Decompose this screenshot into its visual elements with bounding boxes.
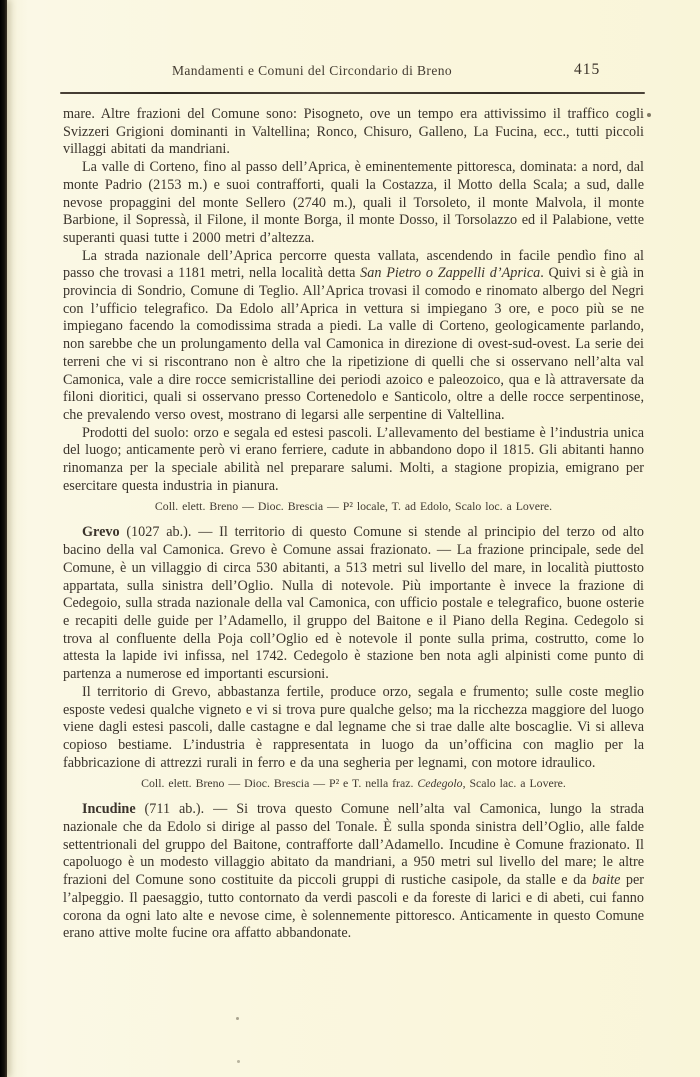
body-paragraph [63, 684, 644, 773]
body-paragraph [63, 801, 644, 943]
text-run: Il territorio di Grevo, abbastanza fertile, produce orzo, segala e frumento; sulle coste meglio esposte vedesi qualche vigneto e vi si trova pure qualche gelso; ma la ricchezza maggiore del luogo viene dagli estesi pascoli, dalle castagne e dal legname che si trae dalle alte boscaglie. Vi si alleva copioso bestiame. L’industria è rappresentata in luogo da un’officina con maglio per la fabbricazione di attrezzi rurali in ferro e da una segheria per legnami, con motore idraulico. [63, 683, 644, 771]
page-body [63, 106, 644, 943]
scan-speck [237, 1060, 240, 1063]
text-run: , Scalo lac. a Lovere. [462, 776, 566, 791]
electoral-note [63, 499, 644, 513]
header-rule [60, 92, 645, 94]
text-run: baite [592, 872, 621, 889]
body-paragraph [63, 106, 644, 159]
text-run: . Quivi si è già in provincia di Sondrio, Comune di Teglio. All’Aprica trovasi il comodo e rinomato albergo del Negri con l’ufficio telegrafico. Da Edolo all’Aprica in vettura si impiegano 3 ore, e poco più se ne impiegano facendo la comodissima strada a piedi. La valle di Corteno, geologicamente parlando, non sarebbe che un prolungamento della val Camonica in direzione di ovest-sud-ovest. La serie dei terreni che vi si riscontrano non è altro che la ripetizione di quelli che si osservano nell’alta val Camonica, vale a dire rocce semicristalline dei periodi azoico e paleozoico, qua e là attraversate da filoni dioritici, quali si osservano presso Cortenedolo e Santicolo, oltre a delle rocce serpentinose, che prevalendo verso ovest, mostrano di legarsi alle serpentine di Valtellina. [63, 265, 644, 423]
text-run: Cedegolo [417, 776, 463, 791]
page-number: 415 [574, 61, 601, 78]
text-run: Coll. elett. Breno — Dioc. Brescia — P² e T. nella fraz. [141, 776, 418, 791]
text-run: (711 ab.). — Si trova questo Comune nell’alta val Camonica, lungo la strada nazionale che da Edolo si dirige al passo del Tonale. È sulla sponda sinistra dell’Oglio, alle falde settentrionali del gruppo del Baitone, contrafforte dall’Adamello. Incudine è Comune frazionato. Il capoluogo è un modesto villaggio abitato da mandriani, a 950 metri sul livello del mare; le altre frazioni del Comune sono costituite da piccoli gruppi di rustiche casipole, da stalle e da [63, 801, 644, 889]
scan-speck [236, 1017, 239, 1020]
scan-speck [647, 113, 651, 117]
text-run: Grevo [82, 524, 120, 541]
text-run: (1027 ab.). — Il territorio di questo Comune si stende al principio del terzo od alto bacino della val Camonica. Grevo è Comune assai frazionato. — La frazione principale, sede del Comune, è un villaggio di circa 530 abitanti, a 513 metri sul livello del mare, in località piuttosto appartata, sulla sinistra dell’Oglio. Nulla di notevole. Più importante è invece la frazione di Cedegoio, sulla strada nazionale della val Camonica, con ufficio postale e telegrafico, buone osterie e recapiti delle guide per l’Adamello, il gruppo del Baitone e il Piano della Regina. Cedegolo si trova al confluente della Poja coll’Oglio ed è notevole il ponte sulla prima, costrutto, come lo attesta la lapide ivi infissa, nel 1742. Cedegolo è stazione ben nota agli alpinisti come punto di partenza a numerose ed importanti escursioni. [63, 524, 644, 683]
electoral-note [63, 776, 644, 790]
body-paragraph [63, 248, 644, 425]
text-run: San Pietro o Zappelli d’Aprica [360, 265, 541, 282]
text-run: Incudine [82, 801, 136, 818]
text-run: La valle di Corteno, fino al passo dell’Aprica, è eminentemente pittoresca, dominata: a nord, dal monte Padrio (2153 m.) e suoi contrafforti, quali la Costazza, il Motto della Scala; a sud, dalle nevose propaggini del monte Sellero (2740 m.), quali il Torsoleto, il monte Malvola, il monte Barbione, il Sopressà, il Filone, il monte Borga, il monte Dosso, il Torsolazzo ed il Palabione, vette superanti quasi tutte i 2000 metri d’altezza. [63, 159, 644, 246]
text-run: mare. Altre frazioni del Comune sono: Pisogneto, ove un tempo era attivissimo il traffico cogli Svizzeri Grigioni dominanti in Valtellina; Ronco, Chisuro, Galleno, La Fucina, ecc., tutti piccoli villaggi abitati da mandriani. [63, 106, 644, 158]
body-paragraph [63, 425, 644, 496]
running-header-title: Mandamenti e Comuni del Circondario di Breno [171, 63, 453, 78]
text-run: Prodotti del suolo: orzo e segala ed estesi pascoli. L’allevamento del bestiame è l’industria unica del luogo; anticamente però vi erano ferriere, cadute in abbandono dopo il 1815. Gli abitanti hanno rinomanza per la speciale abilità nel preparare salumi. Molti, a stagione propizia, emigrano per esercitare questa industria in pianura. [63, 424, 644, 494]
body-paragraph [63, 524, 644, 683]
book-binding-edge [0, 0, 7, 1077]
running-header [0, 63, 700, 83]
text-run: Coll. elett. Breno — Dioc. Brescia — P² locale, T. ad Edolo, Scalo loc. a Lovere. [154, 499, 553, 514]
text-run: La strada nazionale dell’Aprica percorre questa vallata, ascendendo in facile pendìo fino al passo che trovasi a 1181 metri, nella località detta [63, 247, 644, 282]
body-paragraph [63, 159, 644, 248]
text-run: per l’alpeggio. Il paesaggio, tutto contornato da verdi pascoli e da foreste di larici e di abeti, cui fanno corona da ogni lato alte e nevose cime, è solennemente pittoresco. Anticamente in questo Comune erano attive molte fucine ora affatto abbandonate. [63, 872, 644, 942]
